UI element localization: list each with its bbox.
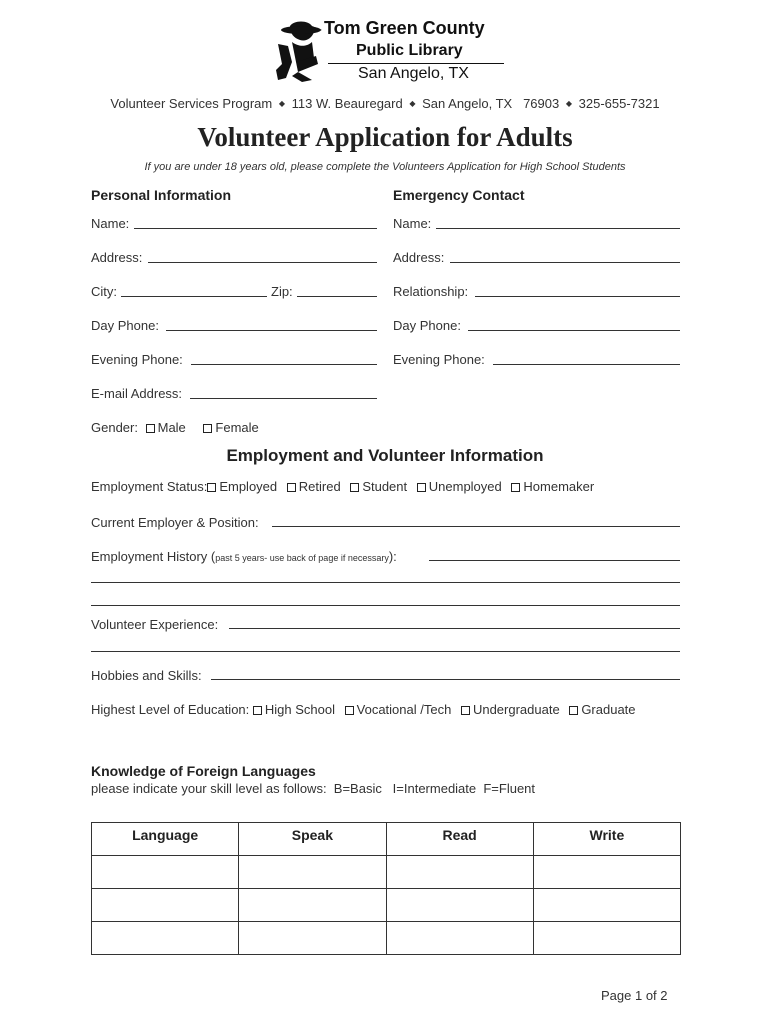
day-phone-label: Day Phone: — [91, 318, 159, 333]
ec-day-phone-label: Day Phone: — [393, 318, 461, 333]
street-address: 113 W. Beauregard — [291, 96, 403, 111]
employment-history-field-3[interactable] — [91, 605, 680, 606]
table-cell[interactable] — [533, 856, 680, 889]
table-cell[interactable] — [92, 856, 239, 889]
name-field[interactable] — [134, 228, 377, 229]
contact-line — [0, 96, 770, 111]
status-homemaker-option[interactable]: Homemaker — [511, 479, 594, 494]
checkbox-icon[interactable] — [345, 706, 354, 715]
employer-label: Current Employer & Position: — [91, 515, 259, 530]
ec-relationship-label: Relationship: — [393, 284, 469, 299]
volunteer-experience-label: Volunteer Experience: — [91, 617, 219, 632]
employment-history-field-2[interactable] — [91, 582, 680, 583]
employment-history-field-1[interactable] — [429, 560, 680, 561]
history-note: past 5 years- use back of page if necessary — [215, 553, 389, 563]
zip-label: Zip: — [271, 284, 293, 299]
ec-name-label: Name: — [393, 216, 432, 231]
checkbox-icon[interactable] — [569, 706, 578, 715]
table-cell[interactable] — [92, 889, 239, 922]
table-cell[interactable] — [533, 922, 680, 955]
employer-field[interactable] — [272, 526, 680, 527]
table-cell[interactable] — [386, 889, 533, 922]
table-cell[interactable] — [239, 889, 386, 922]
col-language: Language — [92, 823, 239, 856]
checkbox-icon[interactable] — [511, 483, 520, 492]
separator-icon: ◆ — [565, 99, 572, 108]
page-subtitle: If you are under 18 years old, please complete the Volunteers Application for High School Students — [144, 161, 626, 173]
library-logo — [272, 18, 512, 88]
col-speak: Speak — [239, 823, 386, 856]
employment-heading: Employment and Volunteer Information — [226, 446, 544, 465]
status-retired-option[interactable]: Retired — [287, 479, 341, 494]
program-name: Volunteer Services Program — [110, 96, 273, 111]
ec-evening-phone-label: Evening Phone: — [393, 352, 485, 367]
page-number: Page 1 of 2 — [601, 988, 668, 1003]
table-cell[interactable] — [533, 889, 680, 922]
checkbox-icon[interactable] — [417, 483, 426, 492]
status-employed-option[interactable]: Employed — [207, 479, 277, 494]
checkbox-icon[interactable] — [350, 483, 359, 492]
ec-day-phone-field[interactable] — [468, 330, 680, 331]
library-location: San Angelo, TX — [358, 65, 469, 82]
checkbox-icon[interactable] — [203, 424, 212, 433]
ec-address-field[interactable] — [450, 262, 680, 263]
phone-number: 325-655-7321 — [578, 96, 660, 111]
volunteer-experience-field-2[interactable] — [91, 651, 680, 652]
col-read: Read — [386, 823, 533, 856]
ec-evening-phone-field[interactable] — [493, 364, 680, 365]
gender-male-option[interactable]: Male — [146, 420, 186, 435]
education-label: Highest Level of Education: — [91, 702, 250, 717]
checkbox-icon[interactable] — [253, 706, 262, 715]
table-row — [92, 856, 681, 889]
edu-graduate-option[interactable]: Graduate — [569, 702, 635, 717]
employment-status-row — [91, 479, 594, 494]
page-title: Volunteer Application for Adults — [197, 122, 573, 152]
ec-name-field[interactable] — [436, 228, 680, 229]
logo-divider — [328, 63, 504, 64]
evening-phone-label: Evening Phone: — [91, 352, 183, 367]
city-state-zip: San Angelo, TX 76903 — [422, 96, 560, 111]
evening-phone-field[interactable] — [191, 364, 377, 365]
emergency-contact-heading: Emergency Contact — [393, 187, 525, 203]
hobbies-label: Hobbies and Skills: — [91, 668, 202, 683]
cowboy-reader-icon — [272, 18, 332, 84]
table-cell[interactable] — [92, 922, 239, 955]
name-label: Name: — [91, 216, 130, 231]
email-field[interactable] — [190, 398, 377, 399]
address-field[interactable] — [148, 262, 377, 263]
table-header-row — [92, 823, 681, 856]
separator-icon: ◆ — [409, 99, 416, 108]
employment-status-label: Employment Status: — [91, 479, 208, 494]
table-cell[interactable] — [386, 922, 533, 955]
city-label: City: — [91, 284, 117, 299]
gender-row — [91, 420, 259, 435]
library-name-line1: Tom Green County — [324, 18, 485, 38]
edu-vocational-option[interactable]: Vocational /Tech — [345, 702, 452, 717]
checkbox-icon[interactable] — [146, 424, 155, 433]
table-row — [92, 922, 681, 955]
separator-icon: ◆ — [278, 99, 286, 108]
status-unemployed-option[interactable]: Unemployed — [417, 479, 502, 494]
checkbox-icon[interactable] — [461, 706, 470, 715]
gender-label: Gender: — [91, 420, 138, 435]
table-cell[interactable] — [239, 922, 386, 955]
zip-field[interactable] — [297, 296, 377, 297]
volunteer-experience-field-1[interactable] — [229, 628, 680, 629]
languages-heading: Knowledge of Foreign Languages — [91, 763, 316, 779]
table-row — [92, 889, 681, 922]
col-write: Write — [533, 823, 680, 856]
checkbox-icon[interactable] — [287, 483, 296, 492]
gender-female-option[interactable]: Female — [203, 420, 258, 435]
edu-undergraduate-option[interactable]: Undergraduate — [461, 702, 560, 717]
checkbox-icon[interactable] — [207, 483, 216, 492]
edu-high-school-option[interactable]: High School — [253, 702, 335, 717]
employment-history-label: Employment History (past 5 years- use back of page if necessary): — [91, 549, 397, 564]
email-label: E-mail Address: — [91, 386, 183, 401]
city-field[interactable] — [121, 296, 267, 297]
personal-info-heading: Personal Information — [91, 187, 232, 203]
status-student-option[interactable]: Student — [350, 479, 407, 494]
table-cell[interactable] — [386, 856, 533, 889]
ec-address-label: Address: — [393, 250, 445, 265]
languages-note: please indicate your skill level as follows: B=Basic I=Intermediate F=Fluent — [91, 781, 536, 796]
day-phone-field[interactable] — [166, 330, 377, 331]
education-row — [91, 702, 636, 717]
languages-table — [91, 822, 681, 955]
library-name-line2: Public Library — [356, 42, 463, 59]
ec-relationship-field[interactable] — [475, 296, 680, 297]
table-cell[interactable] — [239, 856, 386, 889]
address-label: Address: — [91, 250, 143, 265]
hobbies-field[interactable] — [211, 679, 680, 680]
